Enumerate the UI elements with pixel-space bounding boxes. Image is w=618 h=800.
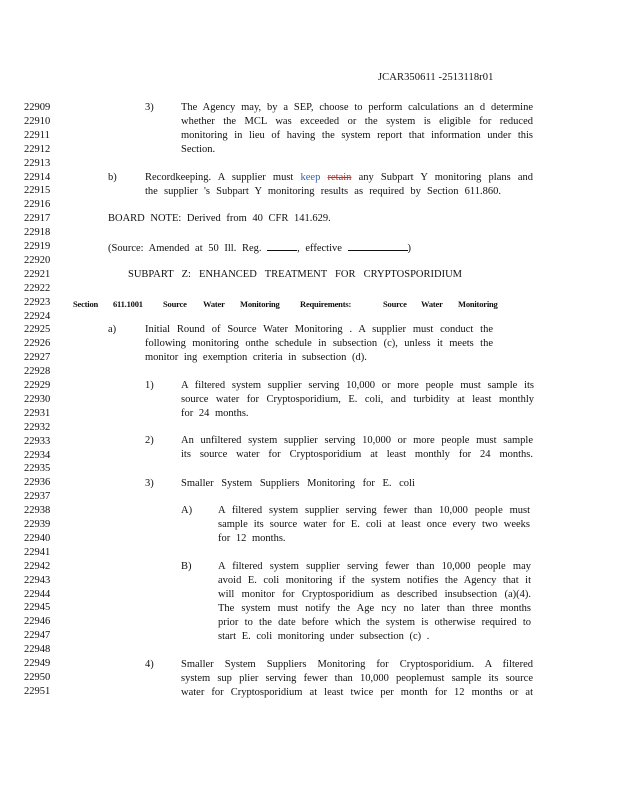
line-number: 22920 xyxy=(24,254,51,266)
board-note: BOARD NOTE: Derived from 40 CFR 141.629. xyxy=(108,213,331,224)
text-line: An unfiltered system supplier serving 10,000 or more people must sample xyxy=(181,435,533,446)
recordkeeping-line-1 xyxy=(145,171,533,185)
text-line: will monitor for Cryptosporidium as described insubsection (a)(4). xyxy=(218,588,531,600)
line-number: 22927 xyxy=(24,352,51,364)
text-line: A filtered system supplier serving fewer than 10,000 people must xyxy=(218,505,530,516)
line-number: 22930 xyxy=(24,393,51,405)
item-label-a3A: A) xyxy=(181,505,193,516)
item-label-3: 3) xyxy=(145,102,154,113)
line-number: 22909 xyxy=(24,102,51,113)
line-number: 22934 xyxy=(24,449,51,461)
text-line: for 12 months. xyxy=(218,532,286,544)
item-label-a2: 2) xyxy=(145,435,154,446)
source-note-close: ) xyxy=(407,243,412,254)
item-label-b: b) xyxy=(108,172,117,183)
recordkeeping-line-2: the supplier 's Subpart Y monitoring results as required by Section 611.860. xyxy=(145,186,501,197)
text-line: Initial Round of Source Water Monitoring . A supplier must conduct the xyxy=(145,324,493,335)
line-number: 22932 xyxy=(24,421,51,433)
source-note-text: (Source: Amended at 50 Ill. Reg. xyxy=(108,243,262,254)
source-note xyxy=(108,240,411,256)
line-number: 22951 xyxy=(24,685,51,697)
text-line: monitor ing exemption criteria in subsection (d). xyxy=(145,351,367,363)
line-number: 22933 xyxy=(24,435,51,447)
line-number: 22915 xyxy=(24,185,51,197)
item-label-a3: 3) xyxy=(145,478,154,489)
item-label-a3B: B) xyxy=(181,561,192,572)
text-line: The system must notify the Age ncy no later than three months xyxy=(218,602,531,614)
line-number: 22947 xyxy=(24,630,51,642)
line-number: 22916 xyxy=(24,199,51,211)
section-heading-word: Water xyxy=(203,299,225,309)
text-line: system sup plier serving fewer than 10,000 peoplemust sample its source xyxy=(181,672,533,684)
section-heading-word: Section xyxy=(73,299,99,309)
line-number: 22950 xyxy=(24,671,51,683)
inserted-text: keep xyxy=(300,172,321,183)
line-number: 22919 xyxy=(24,241,51,252)
text-line: water for Cryptosporidium at least twice per month for 12 months or at xyxy=(181,686,533,698)
document-id-header: JCAR350611 -2513118r01 xyxy=(378,72,494,83)
line-number: 22910 xyxy=(24,115,51,127)
text-line: its source water for Cryptosporidium at least monthly for 24 months. xyxy=(181,448,533,460)
section-heading-word: Source xyxy=(163,299,187,309)
item-label-a: a) xyxy=(108,324,117,335)
line-number: 22913 xyxy=(24,157,51,169)
line-number: 22922 xyxy=(24,282,51,294)
line-number: 22936 xyxy=(24,477,51,489)
line-number: 22940 xyxy=(24,532,51,544)
line-number: 22925 xyxy=(24,324,51,336)
text-line: A filtered system supplier serving fewer than 10,000 people may xyxy=(218,561,531,572)
source-note-effective: , effective xyxy=(297,243,342,254)
section-heading-word: Source xyxy=(383,299,407,309)
item-label-a4: 4) xyxy=(145,659,154,670)
line-number: 22912 xyxy=(24,143,51,155)
section-heading-word: Monitoring xyxy=(458,299,498,309)
line-number: 22943 xyxy=(24,574,51,586)
section-heading-word: 611.1001 xyxy=(113,299,143,309)
register-page-blank xyxy=(267,240,297,251)
line-number: 22923 xyxy=(24,296,51,308)
text-line: whether the MCL was exceeded or the system is eligible for reduced xyxy=(181,115,533,127)
text-line: The Agency may, by a SEP, choose to perform calculations an d determine xyxy=(181,102,533,113)
line-number: 22938 xyxy=(24,505,51,517)
recordkeeping-text: Recordkeeping. A supplier must xyxy=(145,172,294,183)
text-line: following monitoring onthe schedule in subsection (c), unless it meets the xyxy=(145,337,493,349)
paragraph-a3-heading: Smaller System Suppliers Monitoring for E. coli xyxy=(181,478,415,489)
line-number: 22937 xyxy=(24,491,51,503)
line-number: 22939 xyxy=(24,519,51,530)
line-number: 22948 xyxy=(24,644,51,656)
effective-date-blank xyxy=(348,240,408,251)
line-number: 22928 xyxy=(24,366,51,378)
line-number: 22921 xyxy=(24,268,51,280)
recordkeeping-text-continued: any Subpart Y monitoring plans and xyxy=(358,172,534,183)
line-number: 22944 xyxy=(24,588,51,600)
text-line: Section. xyxy=(181,143,216,155)
line-number: 22946 xyxy=(24,616,51,628)
section-heading-word: Water xyxy=(421,299,443,309)
text-line: monitoring in lieu of having the system report that information under this xyxy=(181,129,533,141)
text-line: start E. coli monitoring under subsection (c) . xyxy=(218,630,430,642)
line-number: 22949 xyxy=(24,658,51,669)
line-number: 22918 xyxy=(24,227,51,239)
text-line: Smaller System Suppliers Monitoring for Cryptosporidium. A filtered xyxy=(181,659,533,670)
line-number: 22911 xyxy=(24,129,50,141)
section-heading-word: Monitoring xyxy=(240,299,280,309)
text-line: for 24 months. xyxy=(181,407,249,419)
line-number: 22917 xyxy=(24,213,51,225)
line-number: 22935 xyxy=(24,463,51,475)
line-number: 22942 xyxy=(24,560,51,572)
line-number: 22914 xyxy=(24,171,51,183)
line-number: 22929 xyxy=(24,380,51,391)
section-heading-word: Requirements: xyxy=(300,299,352,309)
deleted-text: retain xyxy=(327,172,352,183)
line-number: 22941 xyxy=(24,546,51,558)
text-line: avoid E. coli monitoring if the system notifies the Agency that it xyxy=(218,574,531,586)
line-number: 22945 xyxy=(24,602,51,614)
text-line: sample its source water for E. coli at least once every two weeks xyxy=(218,518,530,530)
item-label-a1: 1) xyxy=(145,380,154,391)
line-number: 22924 xyxy=(24,310,51,322)
line-number: 22931 xyxy=(24,407,51,419)
text-line: prior to the date before which the system is otherwise required to xyxy=(218,616,531,628)
text-line: source water for Cryptosporidium, E. coli, and turbidity at least monthly xyxy=(181,393,534,405)
line-number: 22926 xyxy=(24,338,51,350)
subpart-heading: SUBPART Z: ENHANCED TREATMENT FOR CRYPTOSPORIDIUM xyxy=(128,269,462,280)
text-line: A filtered system supplier serving 10,000 or more people must sample its xyxy=(181,380,534,391)
